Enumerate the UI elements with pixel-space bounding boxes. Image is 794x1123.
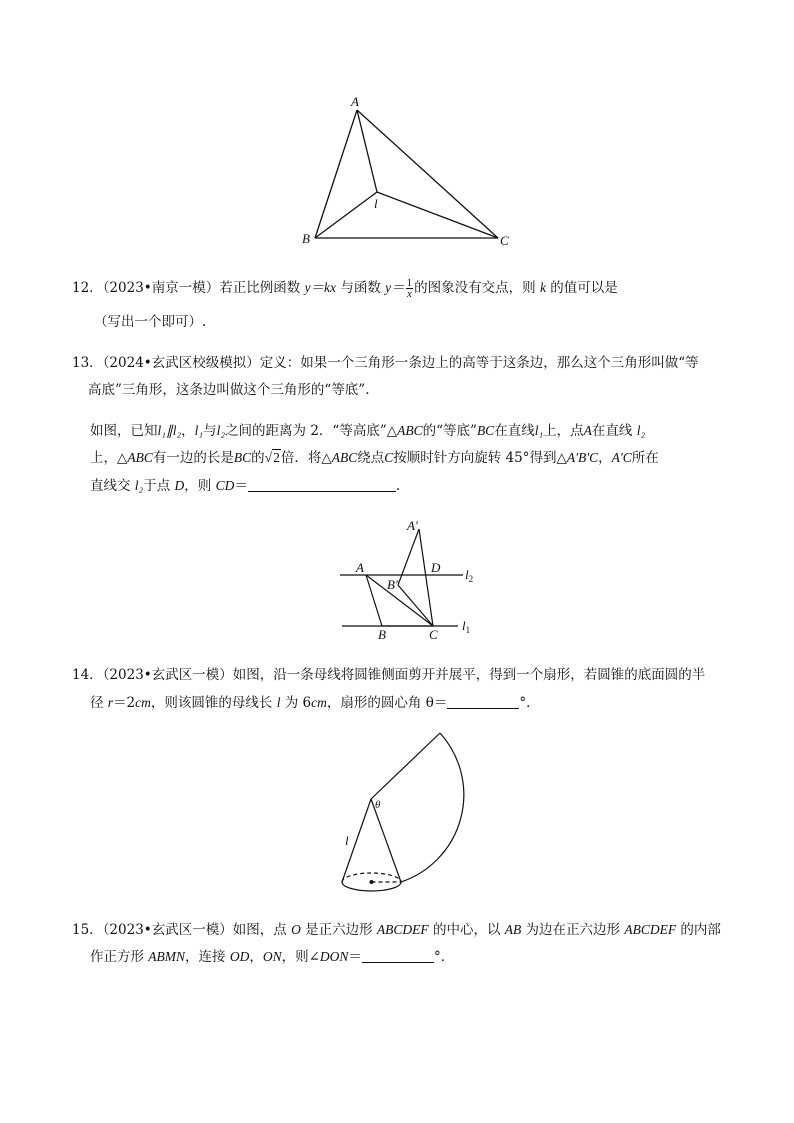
- t: l₁: [194, 423, 204, 438]
- t: l₂: [216, 423, 226, 438]
- t: A'B'C: [566, 450, 599, 465]
- t: 2: [273, 450, 280, 465]
- q12-text: 若正比例函数: [219, 280, 301, 296]
- t: ，则∠: [281, 949, 320, 965]
- label-a: A: [356, 560, 364, 575]
- t: 为 6: [284, 695, 312, 711]
- q14-text: 如图，沿一条母线将圆锥侧面剪开并展平，得到一个扇形，若圆锥的底面圆的半: [232, 667, 706, 683]
- t: 如图，已知: [90, 423, 158, 439]
- frac-num: 1: [406, 277, 413, 289]
- label-l1: [462, 618, 470, 635]
- q12-eq1: y＝kx: [304, 280, 337, 295]
- t: ＝: [234, 478, 248, 494]
- t: 的: [251, 450, 265, 466]
- t: 在直线: [591, 423, 633, 439]
- q14-answer-blank[interactable]: [447, 694, 519, 709]
- frac-den: x: [406, 288, 412, 300]
- q12-line2: [94, 312, 206, 332]
- t: O: [291, 922, 301, 937]
- t: 有一边的长是: [152, 450, 234, 466]
- t: 与: [203, 423, 217, 439]
- figure-triangle-abc: [290, 90, 520, 250]
- figure-cone-sector: [330, 725, 480, 900]
- q12-k: k: [539, 280, 546, 295]
- t: ABCDEF: [624, 922, 677, 937]
- t: l₁: [534, 423, 544, 438]
- q15-line1: [72, 920, 721, 940]
- q14-line2: [90, 693, 540, 713]
- t: AB: [504, 922, 522, 937]
- q12-text: 的值可以是: [550, 280, 618, 296]
- label-l: l: [374, 196, 378, 211]
- t: 绕点: [357, 450, 385, 466]
- sqrt-two: √2: [264, 450, 280, 465]
- t: 于点: [143, 478, 171, 494]
- t: °．: [433, 949, 455, 965]
- q13-para2-line2: [90, 448, 659, 468]
- t: D: [174, 478, 185, 493]
- q13-line1: [72, 353, 699, 373]
- t: 径: [90, 695, 104, 711]
- t: A: [583, 423, 592, 438]
- l1-sub: 1: [465, 625, 471, 635]
- t: l: [276, 695, 281, 710]
- t: CD: [215, 478, 235, 493]
- t: 如图，点: [232, 922, 287, 938]
- t: BC: [476, 423, 495, 438]
- t: ，: [181, 423, 195, 439]
- q12-text: （写出一个即可）.: [94, 314, 207, 330]
- t: 上，△: [90, 450, 128, 466]
- q15-source: （2023•玄武区一模）: [102, 922, 233, 938]
- q15-answer-blank[interactable]: [362, 948, 434, 963]
- q15-number: 15．: [72, 922, 103, 938]
- t: cm: [311, 695, 327, 710]
- q15-line2: [90, 947, 454, 967]
- figure-parallel-lines: [330, 512, 490, 647]
- t: 之间的距离为 2．“等高底”△: [225, 423, 398, 439]
- q13-source: （2024•玄武区校级模拟）: [102, 355, 260, 371]
- q12-source: （2023•南京一模）: [102, 280, 220, 296]
- label-a-prime: A′: [407, 518, 418, 533]
- label-a: A: [351, 94, 359, 109]
- t: r: [107, 695, 114, 710]
- label-l: l: [345, 833, 349, 848]
- t: 是正六边形: [305, 922, 373, 938]
- q13-para2-line3: [90, 476, 400, 496]
- q12-number: 12．: [72, 280, 103, 296]
- t: ABCDEF: [376, 922, 429, 937]
- t: 的内部: [680, 922, 721, 938]
- t: 按顺时针方向旋转 45°得到△: [393, 450, 567, 466]
- t: 作正方形: [90, 949, 144, 965]
- t: ，则: [184, 478, 212, 494]
- q13-text: 高底”三角形，这条边叫做这个三角形的“等底”.: [88, 382, 370, 398]
- t: 上，点: [543, 423, 584, 439]
- t: ，: [249, 949, 263, 965]
- label-d: D: [431, 560, 441, 575]
- t: ，则该圆锥的母线长: [150, 695, 273, 711]
- label-l2: [465, 567, 473, 584]
- t: ＝: [348, 949, 362, 965]
- t: ，扇形的圆心角 θ＝: [326, 695, 448, 711]
- t: 为边在正六边形: [525, 922, 621, 938]
- label-b: B: [378, 627, 386, 642]
- q14-line1: [72, 665, 705, 685]
- q13-answer-blank[interactable]: [248, 477, 396, 492]
- t: C: [384, 450, 394, 465]
- q13-text: 定义：如果一个三角形一条边上的高等于这条边，那么这个三角形叫做“等: [259, 355, 699, 371]
- t: A'C: [611, 450, 632, 465]
- t: ，连接: [185, 949, 226, 965]
- t: OD: [229, 949, 250, 964]
- label-theta: θ: [375, 799, 381, 811]
- q12-line1: [72, 278, 618, 299]
- q13-number: 13．: [72, 355, 103, 371]
- t: 倍．将△: [280, 450, 332, 466]
- t: °．: [519, 695, 540, 711]
- q12-eq2: y＝: [385, 280, 405, 295]
- l2-sub: 2: [468, 574, 474, 584]
- t: l₂: [636, 423, 646, 438]
- label-b: B: [302, 231, 310, 246]
- t: ，: [598, 450, 612, 466]
- t: ABC: [127, 450, 153, 465]
- t: 直线交: [90, 478, 131, 494]
- t: .: [395, 478, 401, 494]
- label-c: C: [500, 233, 509, 248]
- center-dot: [370, 880, 374, 884]
- t: ＝2: [113, 695, 136, 711]
- q14-source: （2023•玄武区一模）: [102, 667, 233, 683]
- q14-number: 14．: [72, 667, 103, 683]
- q12-fraction: [406, 278, 414, 299]
- t: cm: [135, 695, 151, 710]
- t: ABMN: [148, 949, 186, 964]
- t: ABC: [397, 423, 423, 438]
- l2-l: l: [465, 567, 469, 582]
- q13-line2: [88, 380, 370, 400]
- t: l₂: [134, 478, 144, 493]
- t: ON: [262, 949, 282, 964]
- t: 的“等底”: [422, 423, 477, 439]
- t: 的中心，以: [432, 922, 501, 938]
- l1-l: l: [462, 618, 466, 633]
- label-c: C: [429, 627, 438, 642]
- label-b-prime: B′: [387, 577, 398, 592]
- t: ABC: [331, 450, 358, 465]
- t: BC: [233, 450, 252, 465]
- t: l₁∥l₂: [157, 423, 182, 438]
- q13-para2-line1: [90, 421, 645, 441]
- t: 在直线: [494, 423, 535, 439]
- t: DON: [319, 949, 349, 964]
- t: 所在: [631, 450, 659, 466]
- q12-text: 的图象没有交点，则: [414, 280, 536, 296]
- q12-text: 与函数: [340, 280, 381, 296]
